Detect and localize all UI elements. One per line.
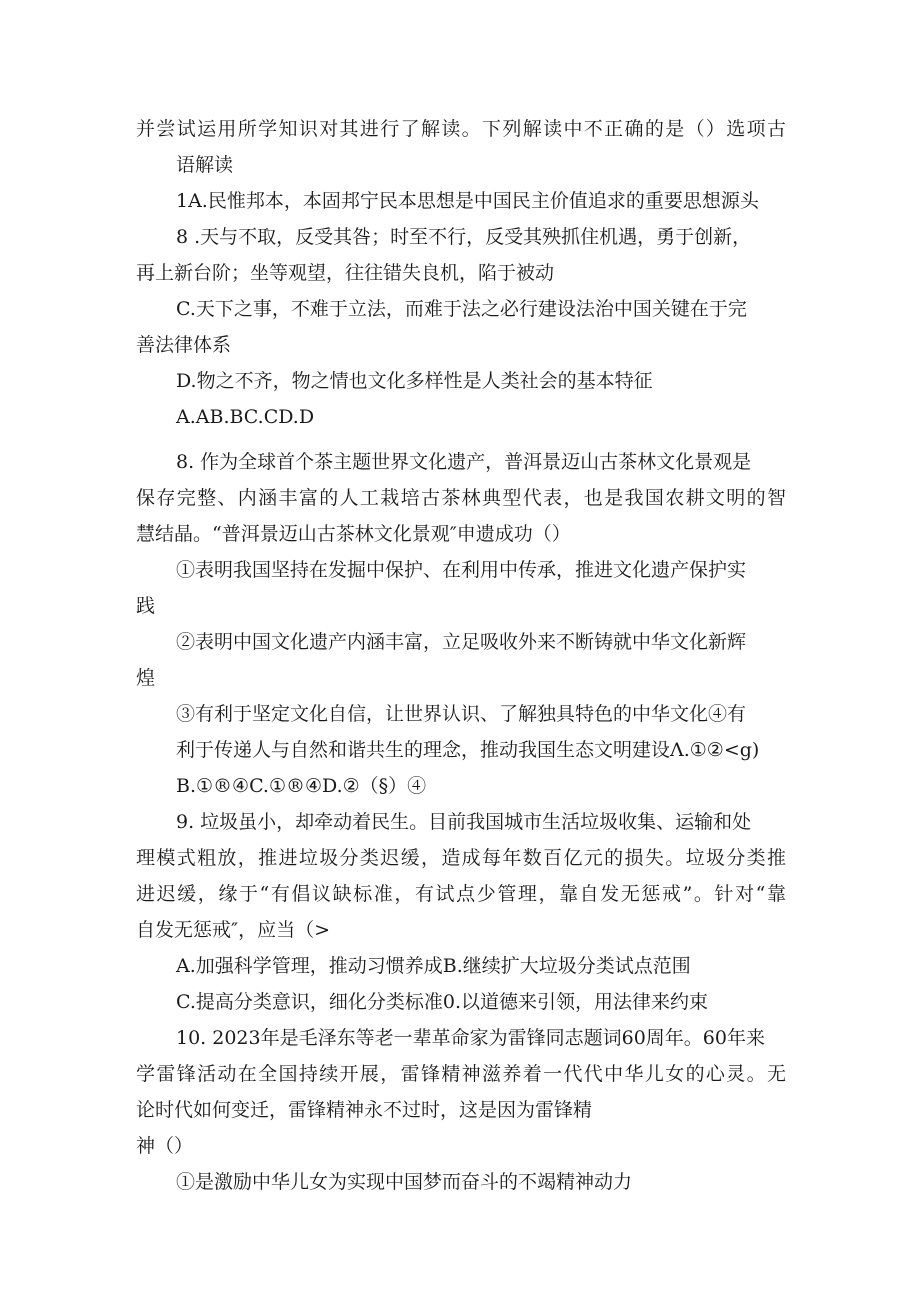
text-line-26: 10. 2023年是毛泽东等老一辈革命家为雷锋同志题词60周年。60年来 <box>176 1027 765 1049</box>
text-line-4: 8 .天与不取，反受其咎；时至不行，反受其殃抓住机遇，勇于创新， <box>176 226 752 248</box>
text-line-8: D.物之不齐，物之情也文化多样性是人类社会的基本特征 <box>176 370 653 392</box>
text-line-21: 理模式粗放，推进垃圾分类迟缓，造成每年数百亿元的损失。垃圾分类推 <box>136 847 786 869</box>
text-line-25: C.提高分类意识，细化分类标准0.以道德来引领，用法律来约束 <box>176 991 709 1013</box>
text-line-20: 9. 垃圾虽小，却牵动着民生。目前我国城市生活垃圾收集、运输和处 <box>176 811 752 833</box>
text-line-19: B.①®④C.①®④D.②（§）④ <box>176 775 427 797</box>
text-line-24: A.加强科学管理，推动习惯养成B.继续扩大垃圾分类试点范围 <box>176 955 691 977</box>
text-line-17: ③有利于坚定文化自信，让世界认识、了解独具特色的中华文化④有 <box>176 703 747 725</box>
text-line-30: ①是激励中华儿女为实现中国梦而奋斗的不竭精神动力 <box>176 1171 633 1193</box>
text-line-9: A.AB.BC.CD.D <box>176 406 315 428</box>
text-line-5: 再上新台阶；坐等观望，往往错失良机，陷于被动 <box>136 262 555 284</box>
text-line-16: 煌 <box>136 667 156 689</box>
text-line-1: 并尝试运用所学知识对其进行了解读。下列解读中不正确的是（）选项古 <box>136 118 786 140</box>
text-line-22: 进迟缓，缘于“有倡议缺标准，有试点少管理，靠自发无惩戒”。针对“靠 <box>136 883 786 905</box>
text-line-10: 8. 作为全球首个茶主题世界文化遗产，普洱景迈山古茶林文化景观是 <box>176 451 752 473</box>
text-line-29: 神（） <box>136 1135 194 1157</box>
text-line-7: 善法律体系 <box>136 334 232 356</box>
text-line-11: 保存完整、内涵丰富的人工栽培古茶林典型代表，也是我国农耕文明的智 <box>136 487 786 509</box>
text-line-14: 践 <box>136 595 156 617</box>
text-line-27: 学雷锋活动在全国持续开展，雷锋精神滋养着一代代中华儿女的心灵。无 <box>136 1063 786 1085</box>
text-line-13: ①表明我国坚持在发掘中保护、在利用中传承，推进文化遗产保护实 <box>176 559 747 581</box>
text-line-3: 1A.民惟邦本，本固邦宁民本思想是中国民主价值追求的重要思想源头 <box>176 190 759 212</box>
text-line-6: C.天下之事，不难于立法，而难于法之必行建设法治中国关键在于完 <box>176 298 747 320</box>
text-line-23: 自发无惩戒″，应当（> <box>136 919 331 941</box>
text-line-2: 语解读 <box>176 154 234 176</box>
text-line-12: 慧结晶。“普洱景迈山古茶林文化景观″申遗成功（） <box>136 523 571 545</box>
text-line-15: ②表明中国文化遗产内涵丰富，立足吸收外来不断铸就中华文化新辉 <box>176 631 747 653</box>
text-line-18: 利于传递人与自然和谐共生的理念，推动我国生态文明建设Λ.①②<g) <box>176 739 760 761</box>
text-line-28: 论时代如何变迁，雷锋精神永不过时，这是因为雷锋精 <box>136 1099 593 1121</box>
